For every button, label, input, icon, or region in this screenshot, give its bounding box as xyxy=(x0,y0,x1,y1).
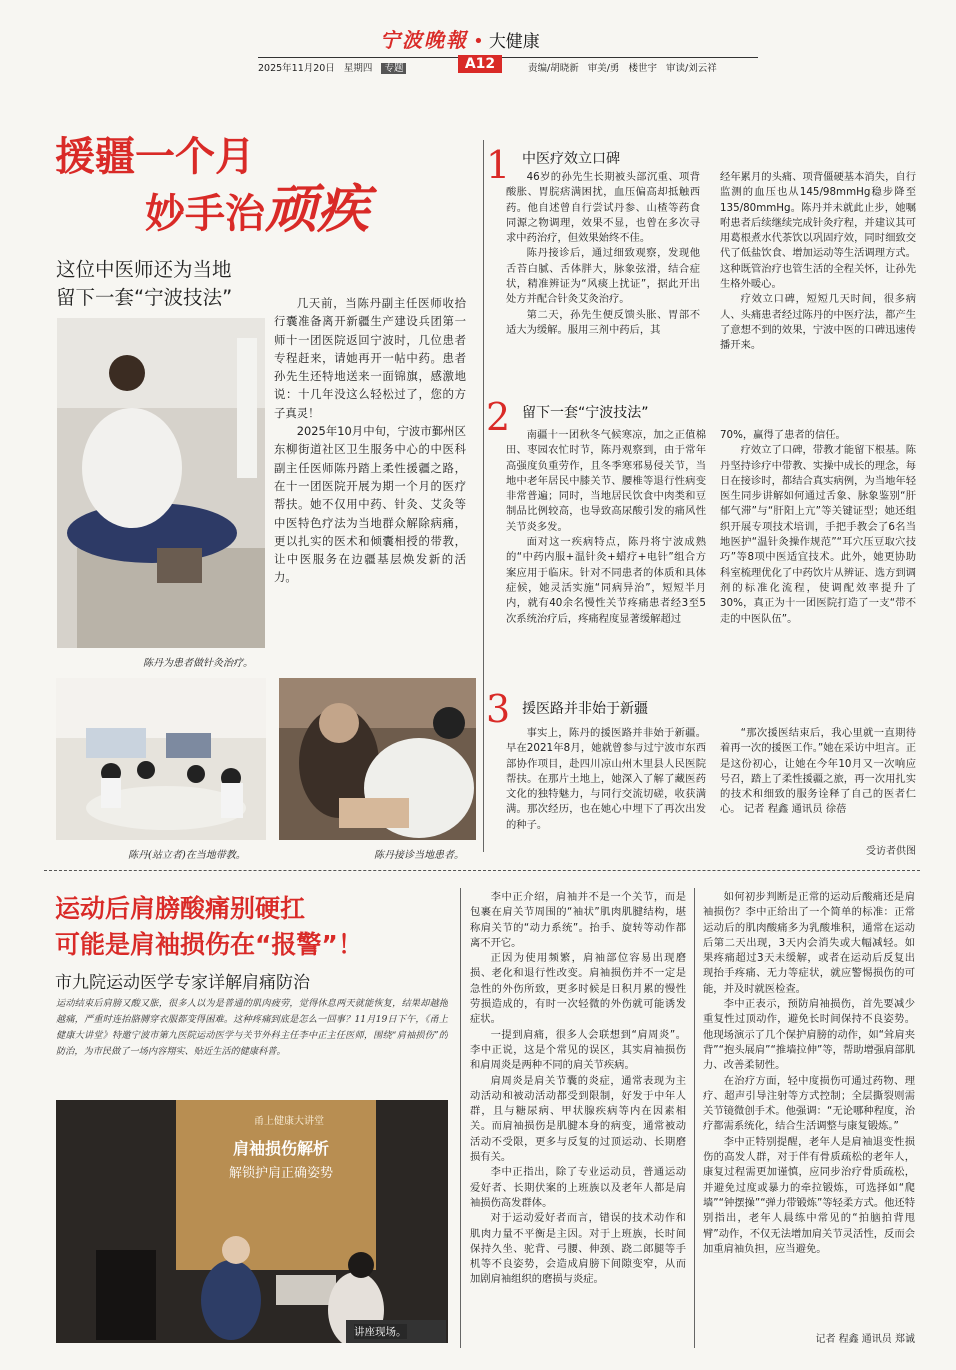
photo3-caption: 陈丹接诊当地患者。 xyxy=(374,850,464,861)
section2-heading: 留下一套“宁波技法” xyxy=(522,405,649,421)
paragraph: 李中正表示，预防肩袖损伤，首先要减少重复性过顶动作，避免长时间保持不良姿势。他现场演示了几个保护肩膀的动作，如“耸肩夹背”“抱头展肩”“推墙拉伸”等，帮助增强肩部肌力、改善柔韧性。 xyxy=(703,998,915,1072)
article2-subtitle: 市九院运动医学专家详解肩痛防治 xyxy=(55,973,310,993)
photo-consulting xyxy=(279,678,476,840)
photo-consulting-illustration xyxy=(279,678,476,840)
article2-lede: 运动结束后肩膀又酸又胀，很多人以为是普通的肌肉疲劳，觉得休息两天就能恢复，结果却越拖越痛，严重时连抬胳膊穿衣服都变得困难。这种疼痛到底是怎么一回事？11月19日下午，《甬上健康大讲堂》特邀宁波市第九医院运动医学与关节外科主任李中正主任医师，围绕“肩袖损伤”的防治，为市民做了一场内容翔实、贴近生活的健康科普。 xyxy=(56,998,448,1057)
section-name: 大健康 xyxy=(488,32,540,52)
article2-col3 xyxy=(703,890,915,1327)
masthead-separator: • xyxy=(473,31,484,52)
section-tag: 专题 xyxy=(381,63,406,74)
subtitle-line1: 这位中医师还为当地 xyxy=(56,258,232,281)
title-part-b: 顽疾 xyxy=(265,179,370,240)
paragraph: “那次援医结束后，我心里就一直期待着再一次的援医工作。”她在采访中坦言。正是这份初心，让她在今年10月又一次响应号召，踏上了柔性援疆之旅，再一次用扎实的技术和细致的服务诠释了自己的医者仁心。 记者 程鑫 通讯员 徐蓓 xyxy=(720,727,916,816)
section2-col2 xyxy=(720,428,916,676)
section1-col1 xyxy=(506,170,700,385)
section3-col1 xyxy=(506,726,706,854)
paragraph: 46岁的孙先生长期被头部沉重、项背酸胀、胃脘痞满困扰，血压偏高却抵触西药。他自述曾自行尝试丹参、山楂等药食同源之物调理，效果不显，也曾在多次寻求中药治疗，但效果始终不佳。 xyxy=(506,171,700,245)
paragraph: 南疆十一团秋冬气候寒凉，加之正值棉田、枣园农忙时节，陈丹观察到，由于常年高强度负重劳作，且冬季寒邪易侵关节，当地中老年居民中膝关节、腰椎等退行性病变非常普遍；同时，当地居民饮食中肉类和豆制品比例较高，也导致高尿酸引发的痛风性关节炎多发。 xyxy=(506,429,706,533)
paragraph: 疗效立了口碑，带教才能留下根基。陈丹坚持诊疗中带教、实操中成长的理念，每日在接诊时，都结合真实病例，为当地年轻医生同步讲解如何通过舌象、脉象鉴别“肝郁气滞”与“肝阳上亢”等关键证型；她还组织开展专项技术培训，手把手教会了6名当地医护“温针灸操作规范”“耳穴压豆取穴技巧”等8项中医适宜技术。此外，她更协助科室梳理优化了中药饮片从辨证、选方到调剂的标准化流程，使调配效率提升了30%，真正为十一团医院打造了一支“带不走的中医队伍”。 xyxy=(720,444,916,625)
article2-title-line1: 运动后肩膀酸痛别硬扛 xyxy=(55,894,306,923)
paragraph: 如何初步判断是正常的运动后酸痛还是肩袖损伤？李中正给出了一个简单的标准：正常运动后的肌肉酸痛多为乳酸堆积，通常在运动后第二天出现，3天内会消失或大幅减轻。如果疼痛超过3天未缓解，或者在运动后反复出现抬手疼痛、无力等症状，就应警惕损伤的可能，并及时就医检查。 xyxy=(703,891,915,995)
section2-number: 2 xyxy=(486,395,511,439)
paragraph: 第二天，孙先生便反馈头胀、胃部不适大为缓解。服用三剂中药后，其 xyxy=(506,308,700,336)
paragraph: 正因为使用频繁，肩袖部位容易出现磨损、老化和退行性改变。肩袖损伤并不一定是急性的外伤所致，更多时候是日积月累的慢性劳损造成的，有时一次轻微的外伤就可能诱发症状。 xyxy=(470,952,686,1026)
paragraph: 李中正指出，除了专业运动员，普通运动爱好者、长期伏案的上班族以及老年人都是肩袖损伤高发群体。 xyxy=(470,1166,686,1209)
column-divider xyxy=(694,888,695,1348)
section1-col2 xyxy=(720,170,916,385)
article1-intro xyxy=(274,294,466,666)
designer-credit: 审美/勇 xyxy=(587,63,620,74)
paragraph: 疗效立口碑，短短几天时间，很多病人、头痛患者经过陈丹的中医疗法，都产生了意想不到的效果，宁波中医的口碑迅速传播开来。 xyxy=(720,293,916,352)
article1-title-line1: 援疆一个月 xyxy=(55,134,255,180)
header-rule xyxy=(258,57,758,58)
paragraph: 李中正特别提醒，老年人是肩袖退变性损伤的高发人群，对于伴有骨质疏松的老年人，康复过程需更加谨慎，应同步治疗骨质疏松，并避免过度或暴力的牵拉锻炼，可选择如“爬墙”“钟摆操”“弹力带锻炼”等轻柔方式。他还特别指出，老年人晨练中常见的“拍脑拍背甩臂”动作，不仅无法增加肩关节灵活性，反而会加重肩袖负担，应当避免。 xyxy=(703,1135,915,1255)
paragraph: 李中正介绍，肩袖并不是一个关节，而是包裹在肩关节周围的“袖状”肌肉肌腱结构，堪称肩关节的“动力系统”。抬手、旋转等动作都离不开它。 xyxy=(470,891,686,949)
column-divider xyxy=(483,140,484,852)
paragraph: 对于运动爱好者而言，错误的技术动作和肌肉力量不平衡是主因。对于上班族，长时间保持久坐、驼背、弓腰、伸颈、跷二郎腿等手机等不良姿势，会造成肩膀下间隙变窄，从而加剧肩袖组织的磨损与炎症。 xyxy=(470,1212,686,1286)
article2-title-line2: 可能是肩袖损伤在“报警”！ xyxy=(55,930,363,959)
lecture-banner-line2: 肩袖损伤解析 xyxy=(232,1139,329,1158)
masthead xyxy=(380,24,570,50)
article1-title-line2 xyxy=(145,180,369,244)
intro-paragraph: 2025年10月中旬，宁波市鄞州区东柳街道社区卫生服务中心的中医科副主任医师陈丹踏上柔性援疆之路，在十一团医院开展为期一个月的医疗帮扶。她不仅用中药、针灸、艾灸等中医特色疗法为当地群众解除病痛，更以扎实的医术和倾囊相授的带教，让中医服务在边疆基层焕发新的活力。 xyxy=(274,424,466,585)
editor-credits xyxy=(528,60,788,74)
paragraph: 70%，赢得了患者的信任。 xyxy=(720,429,846,441)
photo1-caption: 陈丹为患者做针灸治疗。 xyxy=(143,658,253,669)
issue-date xyxy=(258,60,406,74)
photo-lecture xyxy=(56,1100,448,1343)
title-part-a: 妙手治 xyxy=(145,191,265,237)
section2-col1 xyxy=(506,428,706,676)
paragraph: 事实上，陈丹的援医路并非始于新疆。早在2021年8月，她就曾参与过宁波市东西部协作项目，赴四川凉山州木里县人民医院帮扶。在那片土地上，她深入了解了藏医药文化的独特魅力，与同行交流切磋，收获满满。那次经历，也在她心中埋下了再次出发的种子。 xyxy=(506,727,706,831)
paragraph: 经年累月的头痛、项背僵硬基本消失，自行监测的血压也从145/98mmHg稳步降至135/80mmHg。陈丹并未就此止步，她嘱咐患者后续继续完成针灸疗程，并建议其可用葛根煮水代茶饮以巩固疗效，同时细致交代了低盐饮食、增加运动等生活调理方式。这种既管治疗也管生活的全程关怀，让孙先生格外暖心。 xyxy=(720,171,916,291)
section3-col2 xyxy=(720,726,916,842)
subtitle-line2: 留下一套“宁波技法” xyxy=(56,286,233,309)
proof-credit: 楼世宇 xyxy=(628,63,657,74)
section3-heading: 援医路并非始于新疆 xyxy=(522,701,648,717)
article-separator xyxy=(44,870,920,871)
photo-acupuncture xyxy=(57,318,265,648)
paragraph: 一提到肩痛，很多人会联想到“肩周炎”。李中正说，这是个常见的误区，其实肩袖损伤和肩周炎是两种不同的肩关节疾病。 xyxy=(470,1028,686,1072)
paragraph: 在治疗方面，轻中度损伤可通过药物、理疗、超声引导注射等方式控制；全层撕裂则需关节镜微创手术。他强调：“无论哪种程度，治疗都需系统化，结合生活调整与康复锻炼。” xyxy=(703,1074,915,1133)
photo-acupuncture-illustration xyxy=(57,318,265,648)
section1-heading: 中医疗效立口碑 xyxy=(522,151,620,167)
lecture-banner-line1: 甬上健康大讲堂 xyxy=(254,1116,324,1127)
weekday-text: 星期四 xyxy=(343,63,373,74)
article2-col2 xyxy=(470,890,686,1345)
lecture-banner-line3: 解锁护肩正确姿势 xyxy=(228,1166,333,1181)
column-divider xyxy=(460,888,461,1348)
photo-teaching xyxy=(56,678,266,840)
article1-subtitle xyxy=(56,256,232,312)
section1-number: 1 xyxy=(486,143,511,187)
editor-credit: 责编/胡晓新 xyxy=(528,63,579,74)
paragraph: 面对这一疾病特点，陈丹将宁波成熟的“中药内服+温针灸+蜡疗+电针”组合方案应用于临床。针对不同患者的体质和具体症候，她灵活实施“同病异治”，短短半月内，就有40余名慢性关节疼痛患者经3至5次系统治疗后，疼痛程度显著缓解超过 xyxy=(506,536,706,625)
article2-byline: 记者 程鑫 通讯员 郑诚 xyxy=(815,1334,915,1345)
newspaper-logo: 宁波晚報 xyxy=(380,28,468,52)
paragraph: 陈丹接诊后，通过细致观察，发现他舌苔白腻、舌体胖大，脉象弦滑，结合症状，精准辨证为“风痰上扰证”，据此开出处方并配合针灸艾灸治疗。 xyxy=(506,247,700,306)
section3-number: 3 xyxy=(486,687,511,731)
lecture-photo-caption: 讲座现场。 xyxy=(354,1326,407,1338)
article1-photo-credit: 受访者供图 xyxy=(866,846,916,857)
page-number: A12 xyxy=(458,55,502,73)
photo2-caption: 陈丹(站立者)在当地带教。 xyxy=(128,850,246,861)
photo-teaching-illustration xyxy=(56,678,266,840)
paragraph: 肩周炎是肩关节囊的炎症，通常表现为主动活动和被动活动都受到限制，好发于中年人群，且与糖尿病、甲状腺疾病等内在因素相关。而肩袖损伤是肌腱本身的病变，通常被动活动不受限，更多与反复的过顶运动、长期磨损有关。 xyxy=(470,1074,686,1164)
reviewer-credit: 审读/刘云祥 xyxy=(666,63,717,74)
intro-paragraph: 几天前，当陈丹副主任医师收拾行囊准备离开新疆生产建设兵团第一师十一团医院返回宁波时，几位患者专程赶来，请她再开一帖中药。患者孙先生还特地送来一面锦旗，感激地说：十几年没这么轻松过了，您的方子真灵！ xyxy=(274,296,466,420)
date-text: 2025年11月20日 xyxy=(258,63,335,74)
